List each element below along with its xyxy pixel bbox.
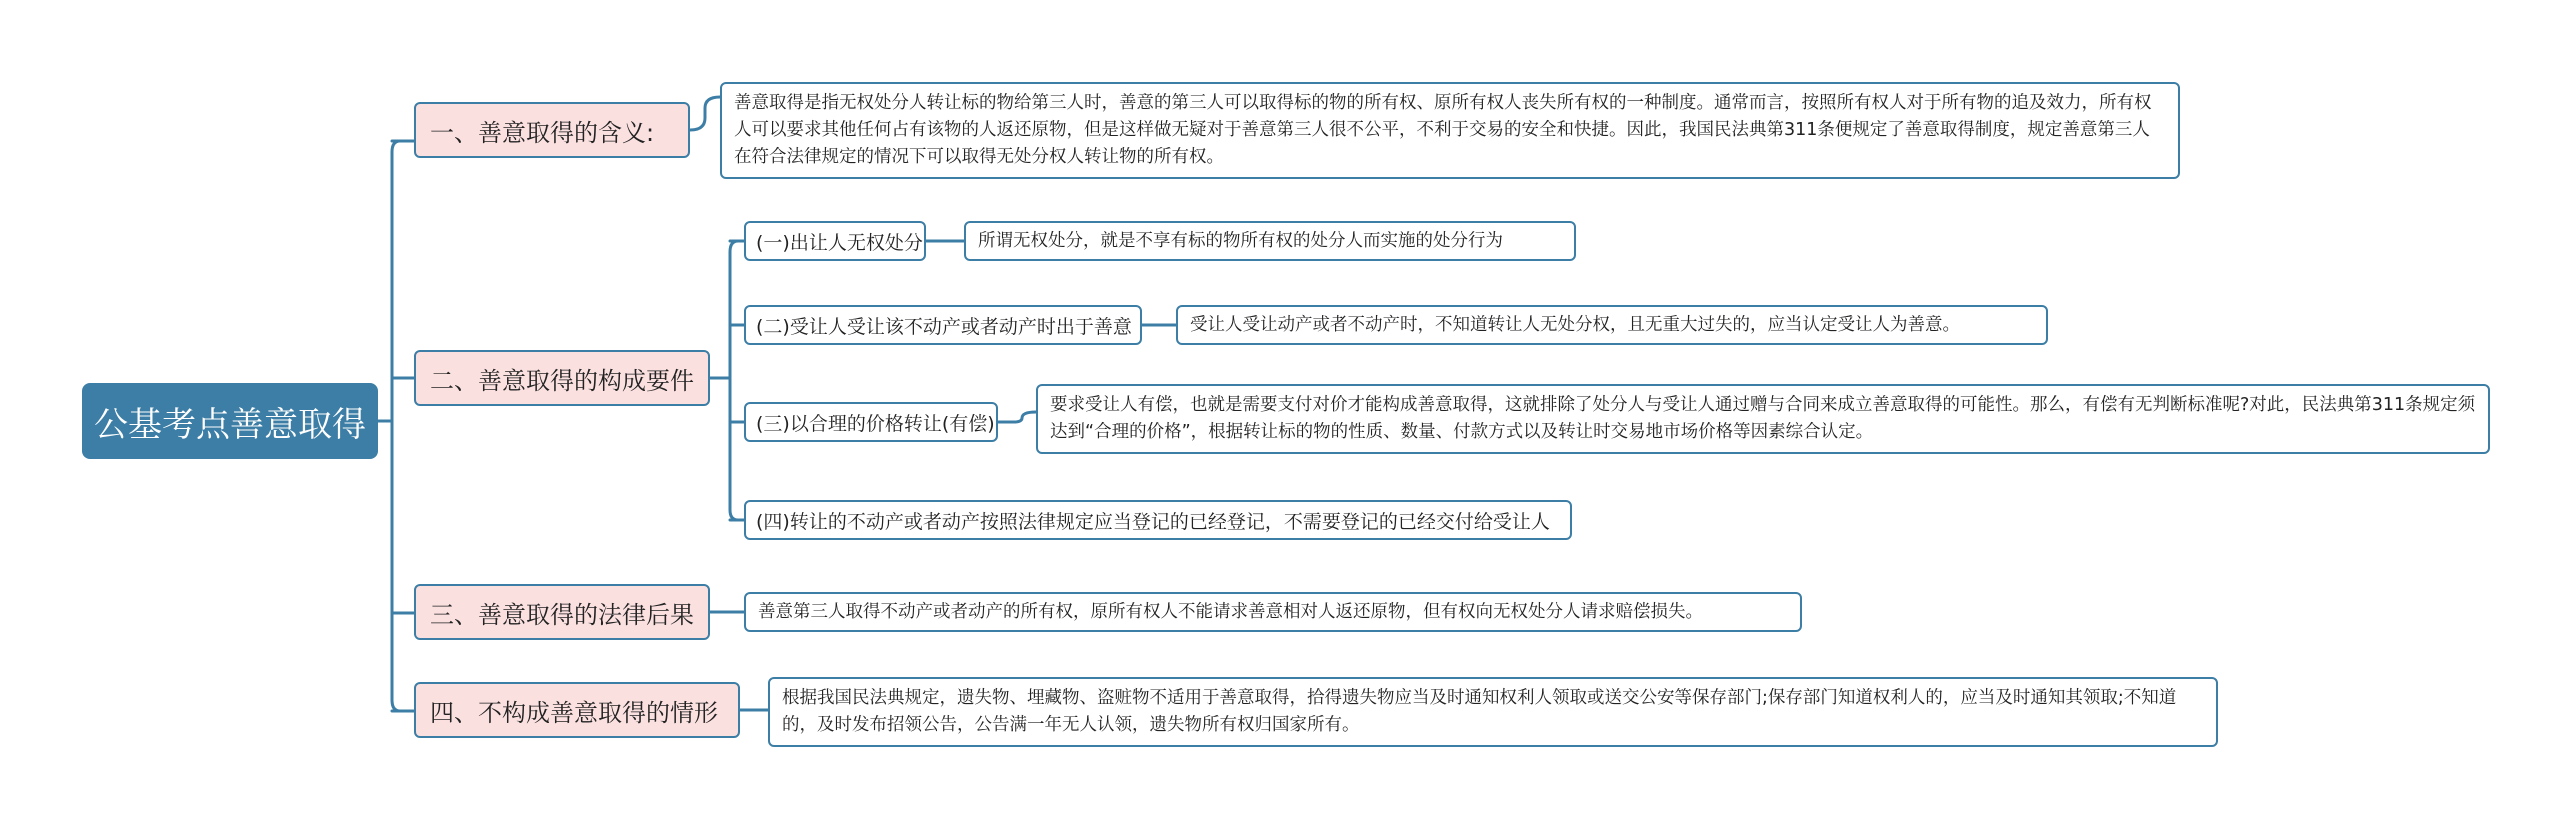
requirement-item-1[interactable]: (一)出让人无权处分 [744,221,926,261]
branch-legal-consequence[interactable]: 三、善意取得的法律后果 [414,584,710,640]
requirement-detail-1[interactable]: 所谓无权处分，就是不享有标的物所有权的处分人而实施的处分行为 [964,221,1576,261]
root-topic[interactable]: 公基考点善意取得 [82,383,378,459]
branch-exclusions[interactable]: 四、不构成善意取得的情形 [414,682,740,738]
leaf-legal-consequence[interactable]: 善意第三人取得不动产或者动产的所有权，原所有权人不能请求善意相对人返还原物，但有权向无权处分人请求赔偿损失。 [744,592,1802,632]
branch-definition[interactable]: 一、善意取得的含义: [414,102,690,158]
requirement-item-3[interactable]: (三)以合理的价格转让(有偿) [744,402,998,442]
leaf-exclusions[interactable]: 根据我国民法典规定，遗失物、埋藏物、盗赃物不适用于善意取得，拾得遗失物应当及时通知权利人领取或送交公安等保存部门;保存部门知道权利人的，应当及时通知其领取;不知道的，及时发布招领公告，公告满一年无人认领，遗失物所有权归国家所有。 [768,677,2218,747]
requirement-detail-2[interactable]: 受让人受让动产或者不动产时，不知道转让人无处分权，且无重大过失的，应当认定受让人为善意。 [1176,305,2048,345]
requirement-item-4[interactable]: (四)转让的不动产或者动产按照法律规定应当登记的已经登记，不需要登记的已经交付给受让人 [744,500,1572,540]
requirement-detail-3[interactable]: 要求受让人有偿，也就是需要支付对价才能构成善意取得，这就排除了处分人与受让人通过赠与合同来成立善意取得的可能性。那么，有偿有无判断标准呢?对此，民法典第311条规定须达到“合理的价格”，根据转让标的物的性质、数量、付款方式以及转让时交易地市场价格等因素综合认定。 [1036,384,2490,454]
leaf-definition[interactable]: 善意取得是指无权处分人转让标的物给第三人时，善意的第三人可以取得标的物的所有权、原所有权人丧失所有权的一种制度。通常而言，按照所有权人对于所有物的追及效力，所有权人可以要求其他任何占有该物的人返还原物，但是这样做无疑对于善意第三人很不公平，不利于交易的安全和快捷。因此，我国民法典第311条便规定了善意取得制度，规定善意第三人在符合法律规定的情况下可以取得无处分权人转让物的所有权。 [720,82,2180,179]
branch-requirements[interactable]: 二、善意取得的构成要件 [414,350,710,406]
requirement-item-2[interactable]: (二)受让人受让该不动产或者动产时出于善意 [744,305,1142,345]
